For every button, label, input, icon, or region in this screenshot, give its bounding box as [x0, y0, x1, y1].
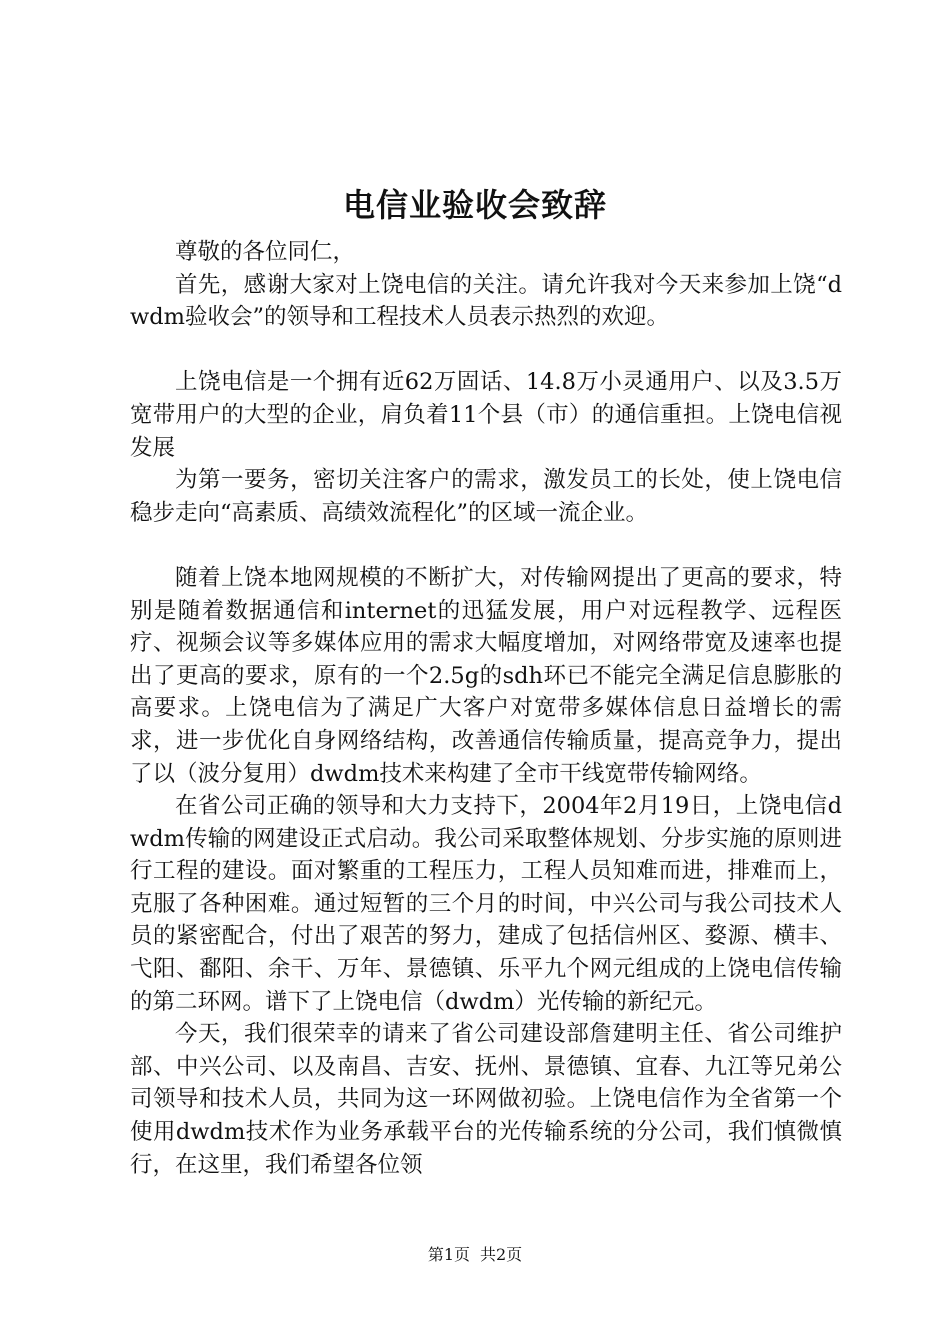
page-total: 共2页: [480, 1245, 523, 1264]
paragraph-company-intro: 上饶电信是一个拥有近62万固话、14.8万小灵通用户、以及3.5万宽带用户的大型的企业，肩负着11个县（市）的通信重担。上饶电信视发展: [130, 369, 842, 461]
page-footer: [0, 1244, 950, 1266]
document-title: 电信业验收会致辞: [342, 186, 607, 224]
paragraph-spacer: [130, 529, 842, 562]
paragraph-network-expansion: 随着上饶本地网规模的不断扩大，对传输网提出了更高的要求，特别是随着数据通信和internet的迅猛发展，用户对远程教学、远程医疗、视频会议等多媒体应用的需求大幅度增加，对网络带宽及速率也提出了更高的要求，原有的一个2.5g的sdh环已不能完全满足信息膨胀的高要求。上饶电信为了满足广大客户对宽带多媒体信息日益增长的需求，进一步优化自身网络结构，改善通信传输质量，提高竞争力，提出了以（波分复用）dwdm技术来构建了全市干线宽带传输网络。: [130, 564, 842, 787]
page-number: 第1页: [427, 1245, 470, 1264]
paragraph-spacer: [130, 334, 842, 367]
paragraph-development: 为第一要务，密切关注客户的需求，激发员工的长处，使上饶电信稳步走向“高素质、高绩效流程化”的区域一流企业。: [130, 467, 842, 526]
paragraph-guests-welcome: 今天，我们很荣幸的请来了省公司建设部詹建明主任、省公司维护部、中兴公司、以及南昌、吉安、抚州、景德镇、宜春、九江等兄弟公司领导和技术人员，共同为这一环网做初验。上饶电信作为全省第一个使用dwdm技术作为业务承载平台的光传输系统的分公司，我们慎微慎行，在这里，我们希望各位领: [130, 1021, 842, 1178]
paragraph-welcome: 首先，感谢大家对上饶电信的关注。请允许我对今天来参加上饶“dwdm验收会”的领导和工程技术人员表示热烈的欢迎。: [130, 271, 842, 331]
document-body: [130, 236, 842, 1181]
greeting-paragraph: 尊敬的各位同仁，: [175, 239, 356, 265]
paragraph-project-construction: 在省公司正确的领导和大力支持下，2004年2月19日，上饶电信dwdm传输的网建设正式启动。我公司采取整体规划、分步实施的原则进行工程的建设。面对繁重的工程压力，工程人员知难而进，排难而上，克服了各种困难。通过短暂的三个月的时间，中兴公司与我公司技术人员的紧密配合，付出了艰苦的努力，建成了包括信州区、婺源、横丰、弋阳、鄱阳、余干、万年、景德镇、乐平九个网元组成的上饶电信传输的第二环网。谱下了上饶电信（dwdm）光传输的新纪元。: [130, 793, 842, 1015]
